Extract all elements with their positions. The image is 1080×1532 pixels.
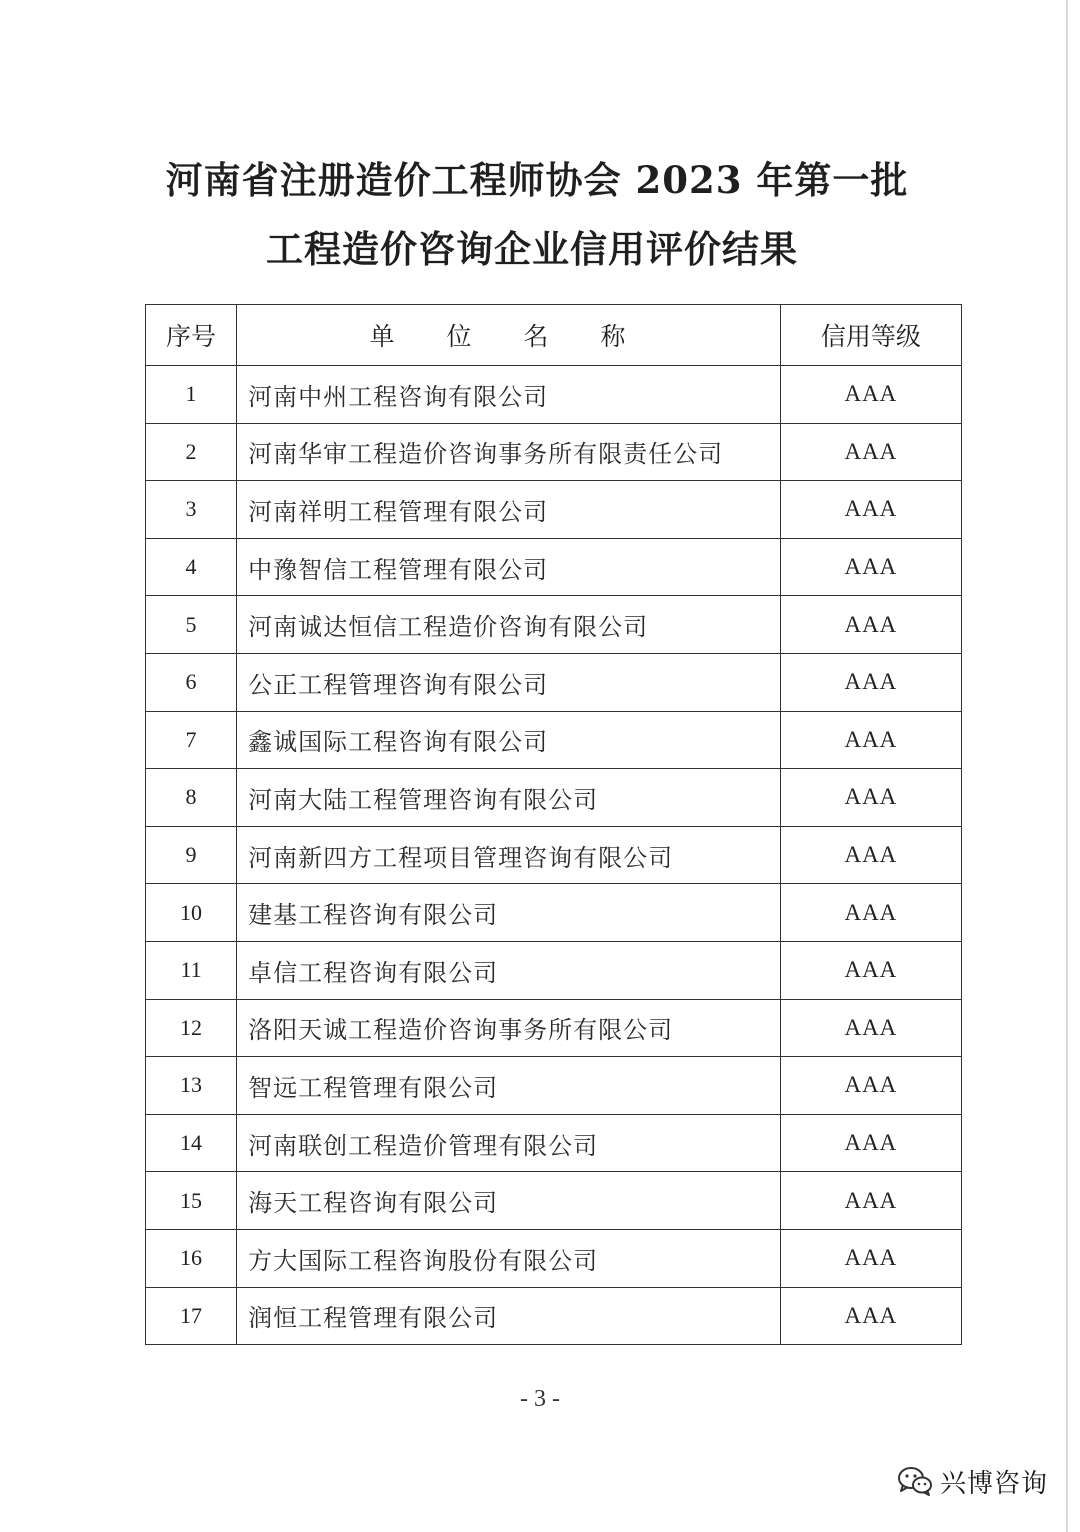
- company-name-cell: 润恒工程管理有限公司: [237, 1287, 781, 1345]
- credit-grade-cell: AAA: [780, 941, 961, 999]
- table-row: [146, 1172, 962, 1230]
- credit-grade-cell: AAA: [780, 423, 961, 481]
- company-name-cell: 洛阳天诚工程造价咨询事务所有限公司: [237, 999, 781, 1057]
- document-title-line-2: 工程造价咨询企业信用评价结果: [266, 227, 798, 271]
- table-row: [146, 1229, 962, 1287]
- serial-number-cell: 2: [146, 423, 237, 481]
- table-row: [146, 1287, 962, 1345]
- table-row: [146, 941, 962, 999]
- table-row: [146, 538, 962, 596]
- company-name-cell: 河南华审工程造价咨询事务所有限责任公司: [237, 423, 781, 481]
- credit-grade-cell: AAA: [780, 366, 961, 424]
- serial-number-cell: 10: [146, 884, 237, 942]
- credit-grade-cell: AAA: [780, 1057, 961, 1115]
- table-header-row: [146, 305, 962, 366]
- credit-grade-cell: AAA: [780, 1172, 961, 1230]
- table-row: [146, 999, 962, 1057]
- table-row: [146, 481, 962, 539]
- serial-number-cell: 8: [146, 769, 237, 827]
- serial-number-cell: 12: [146, 999, 237, 1057]
- company-name-cell: 海天工程咨询有限公司: [237, 1172, 781, 1230]
- company-name-cell: 河南新四方工程项目管理咨询有限公司: [237, 826, 781, 884]
- credit-grade-cell: AAA: [780, 826, 961, 884]
- wechat-watermark: [898, 1456, 1048, 1506]
- serial-number-cell: 1: [146, 366, 237, 424]
- table-row: [146, 1057, 962, 1115]
- table-row: [146, 826, 962, 884]
- table-row: [146, 769, 962, 827]
- serial-number-cell: 17: [146, 1287, 237, 1345]
- credit-grade-cell: AAA: [780, 1114, 961, 1172]
- credit-grade-cell: AAA: [780, 999, 961, 1057]
- serial-number-cell: 9: [146, 826, 237, 884]
- header-serial-number: 序号: [146, 305, 237, 366]
- company-name-cell: 建基工程咨询有限公司: [237, 884, 781, 942]
- header-company-name-label: 单 位 名 称: [369, 322, 648, 351]
- company-name-cell: 方大国际工程咨询股份有限公司: [237, 1229, 781, 1287]
- table-row: [146, 366, 962, 424]
- header-credit-grade: 信用等级: [780, 305, 961, 366]
- serial-number-cell: 6: [146, 653, 237, 711]
- credit-grade-cell: AAA: [780, 884, 961, 942]
- company-name-cell: 河南大陆工程管理咨询有限公司: [237, 769, 781, 827]
- table-row: [146, 596, 962, 654]
- company-name-cell: 河南联创工程造价管理有限公司: [237, 1114, 781, 1172]
- credit-grade-cell: AAA: [780, 1229, 961, 1287]
- serial-number-cell: 16: [146, 1229, 237, 1287]
- credit-grade-cell: AAA: [780, 538, 961, 596]
- table-row: [146, 653, 962, 711]
- company-name-cell: 河南诚达恒信工程造价咨询有限公司: [237, 596, 781, 654]
- table-row: [146, 711, 962, 769]
- serial-number-cell: 7: [146, 711, 237, 769]
- credit-rating-table: [145, 304, 962, 1345]
- page-number: - 3 -: [520, 1386, 560, 1412]
- company-name-cell: 河南祥明工程管理有限公司: [237, 481, 781, 539]
- company-name-cell: 中豫智信工程管理有限公司: [237, 538, 781, 596]
- table-row: [146, 884, 962, 942]
- company-name-cell: 卓信工程咨询有限公司: [237, 941, 781, 999]
- company-name-cell: 鑫诚国际工程咨询有限公司: [237, 711, 781, 769]
- serial-number-cell: 3: [146, 481, 237, 539]
- credit-grade-cell: AAA: [780, 711, 961, 769]
- document-title-line-1: 河南省注册造价工程师协会 2023 年第一批: [165, 158, 909, 202]
- wechat-icon: [898, 1466, 932, 1496]
- header-company-name: [237, 305, 781, 366]
- serial-number-cell: 11: [146, 941, 237, 999]
- table-body: [146, 366, 962, 1345]
- company-name-cell: 智远工程管理有限公司: [237, 1057, 781, 1115]
- company-name-cell: 河南中州工程咨询有限公司: [237, 366, 781, 424]
- credit-grade-cell: AAA: [780, 481, 961, 539]
- serial-number-cell: 13: [146, 1057, 237, 1115]
- company-name-cell: 公正工程管理咨询有限公司: [237, 653, 781, 711]
- serial-number-cell: 14: [146, 1114, 237, 1172]
- watermark-text: 兴博咨询: [940, 1468, 1049, 1499]
- serial-number-cell: 4: [146, 538, 237, 596]
- credit-grade-cell: AAA: [780, 596, 961, 654]
- table-row: [146, 423, 962, 481]
- credit-grade-cell: AAA: [780, 653, 961, 711]
- credit-grade-cell: AAA: [780, 769, 961, 827]
- serial-number-cell: 5: [146, 596, 237, 654]
- table-row: [146, 1114, 962, 1172]
- serial-number-cell: 15: [146, 1172, 237, 1230]
- credit-grade-cell: AAA: [780, 1287, 961, 1345]
